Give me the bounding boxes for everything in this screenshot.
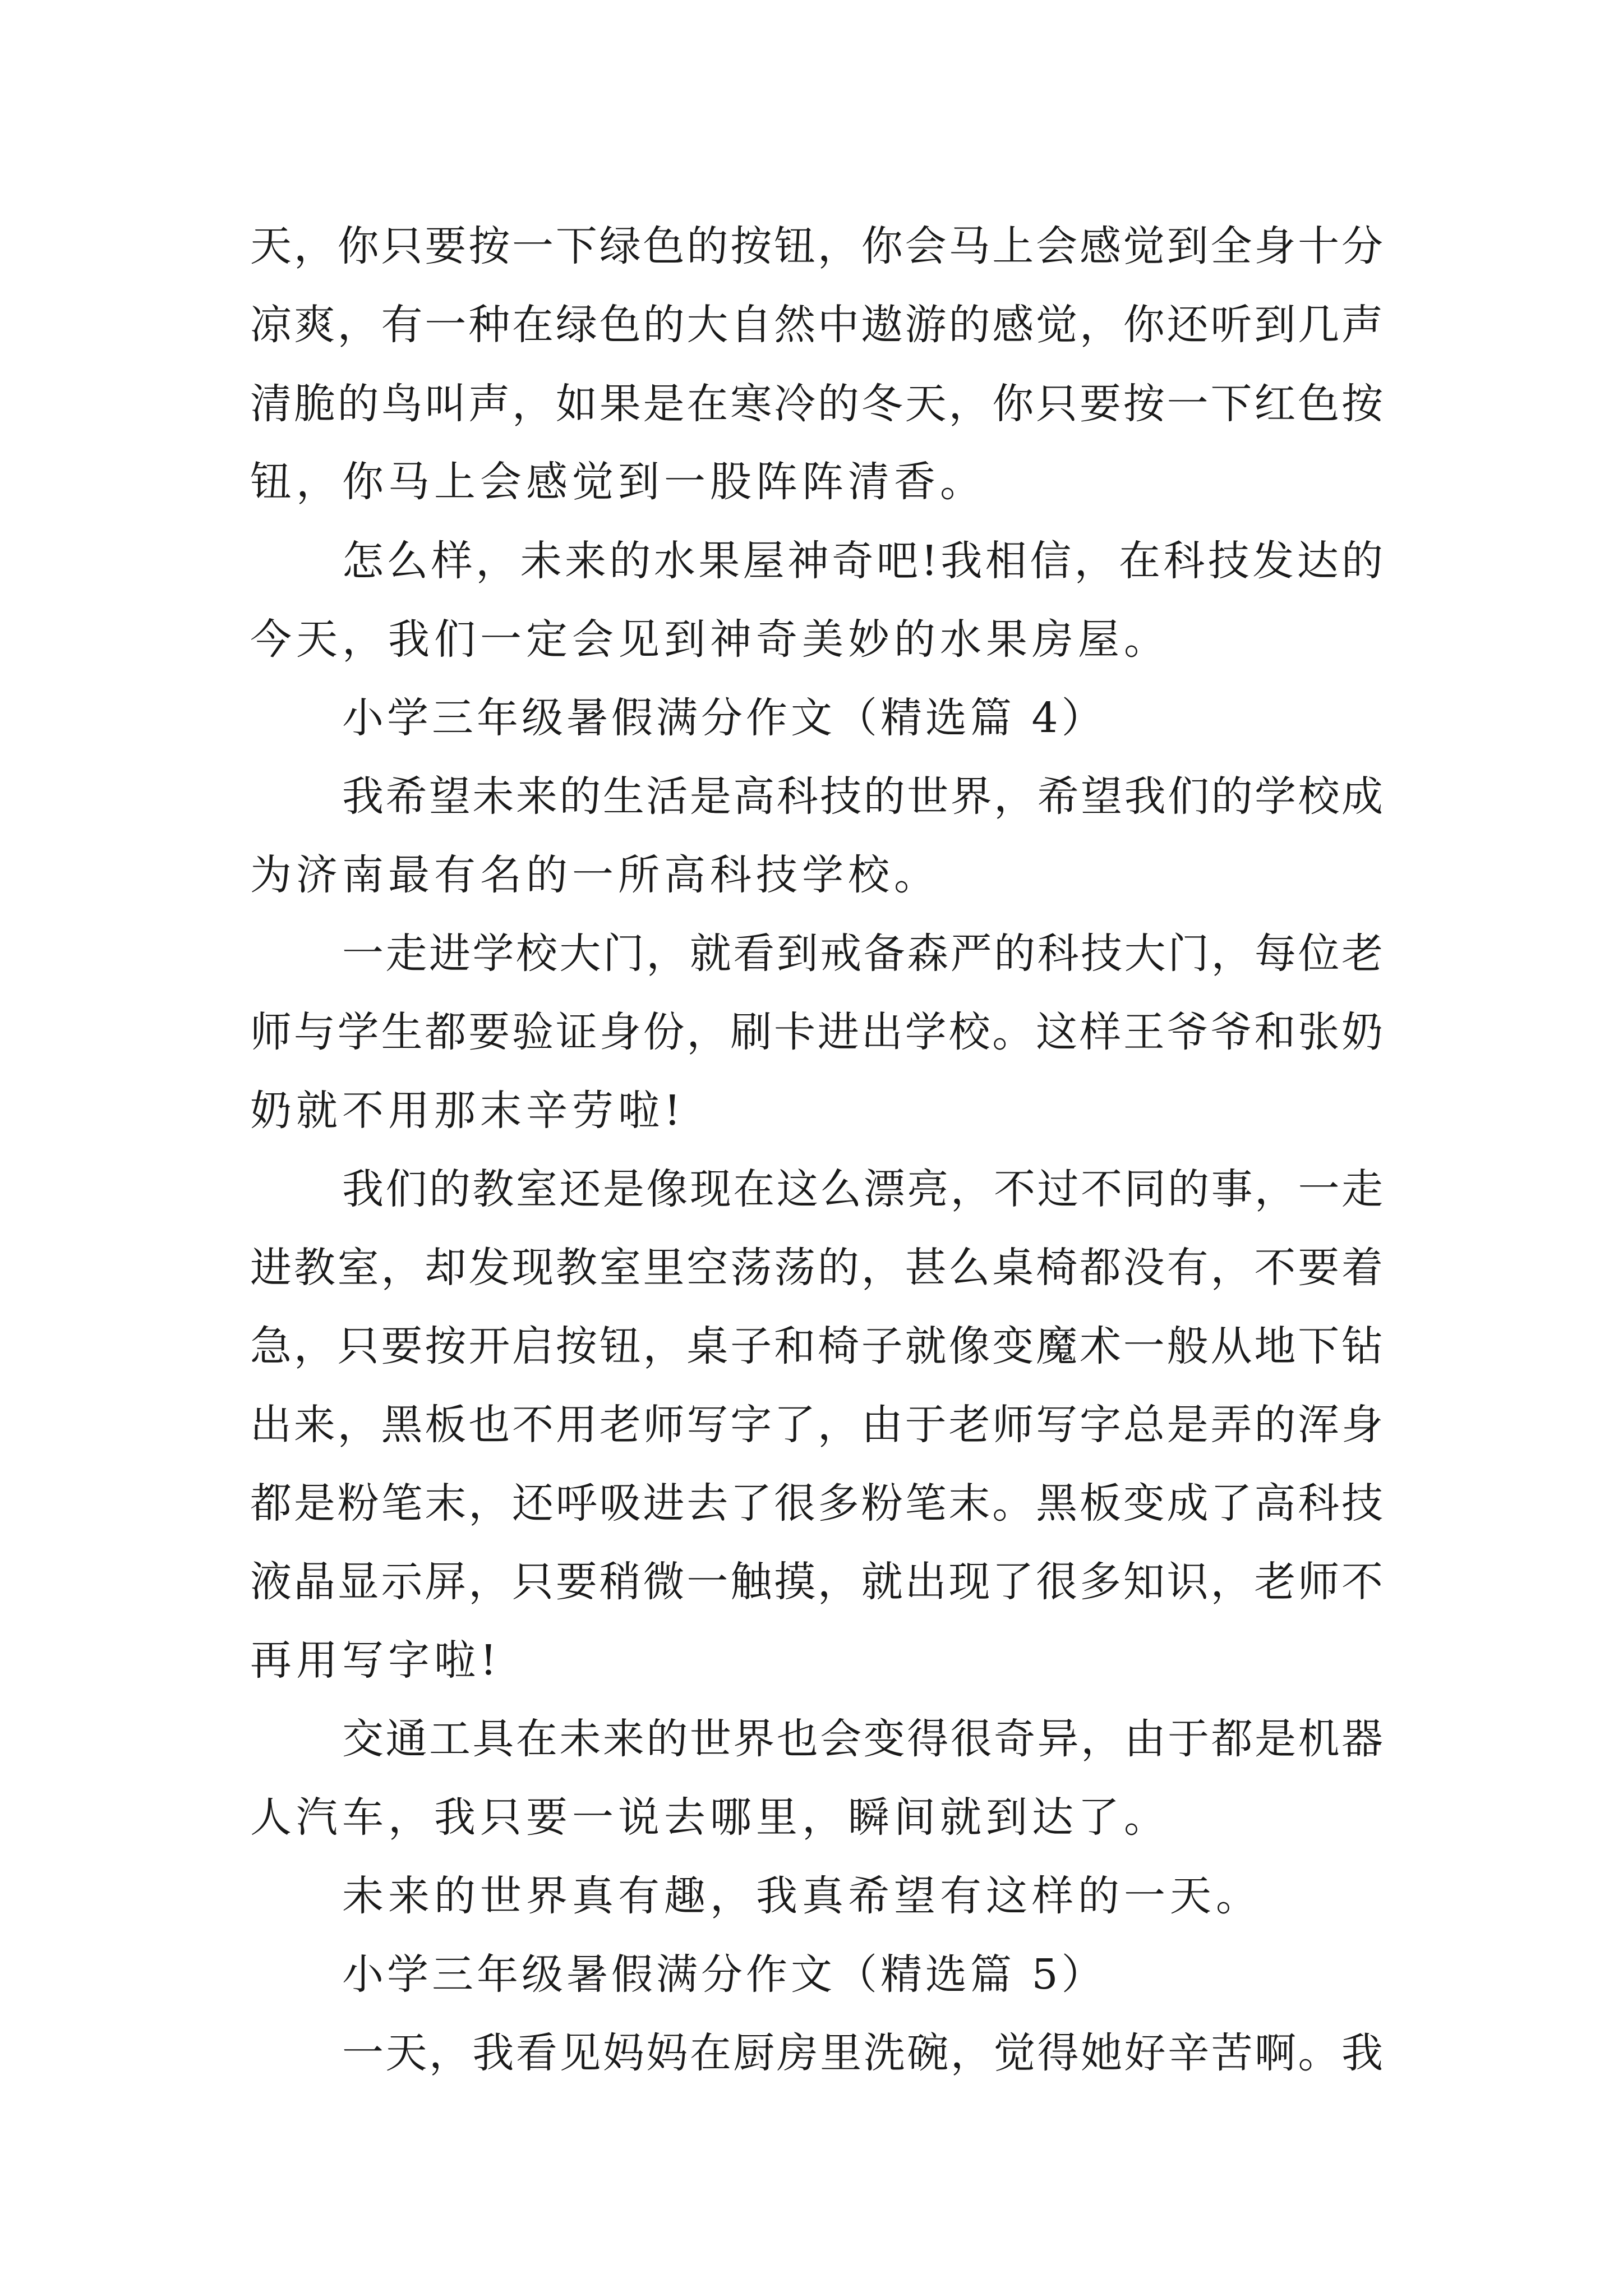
text-line: 进教室，却发现教室里空荡荡的，甚么桌椅都没有，不要着	[250, 1244, 1383, 1292]
text-line: 出来，黑板也不用老师写字了，由于老师写字总是弄的浑身	[250, 1401, 1383, 1449]
paragraph-first-line: 我们的教室还是像现在这么漂亮，不过不同的事，一走	[342, 1165, 1383, 1213]
text-line: 钮，你马上会感觉到一股阵阵清香。	[250, 458, 986, 506]
text-line: 再用写字啦!	[250, 1636, 501, 1685]
paragraph-first-line: 一天，我看见妈妈在厨房里洗碗，觉得她好辛苦啊。我	[342, 2029, 1383, 2077]
text-line: 奶就不用那末辛劳啦!	[250, 1087, 685, 1135]
paragraph-first-line: 一走进学校大门，就看到戒备森严的科技大门，每位老	[342, 930, 1383, 978]
paragraph-first-line: 未来的世界真有趣，我真希望有这样的一天。	[342, 1872, 1262, 1920]
section-heading: 小学三年级暑假满分作文（精选篇 5）	[342, 1950, 1106, 1999]
text-line: 凉爽，有一种在绿色的大自然中遨游的感觉，你还听到几声	[250, 301, 1383, 349]
section-heading: 小学三年级暑假满分作文（精选篇 4）	[342, 694, 1106, 742]
text-line: 都是粉笔末，还呼吸进去了很多粉笔末。黑板变成了高科技	[250, 1479, 1383, 1527]
text-line: 为济南最有名的一所高科技学校。	[250, 851, 940, 899]
paragraph-first-line: 交通工具在未来的世界也会变得很奇异，由于都是机器	[342, 1715, 1383, 1763]
text-line: 人汽车，我只要一说去哪里，瞬间就到达了。	[250, 1793, 1170, 1842]
text-line: 天，你只要按一下绿色的按钮，你会马上会感觉到全身十分	[250, 222, 1383, 270]
text-line: 清脆的鸟叫声，如果是在寒冷的冬天，你只要按一下红色按	[250, 380, 1383, 428]
paragraph-first-line: 我希望未来的生活是高科技的世界，希望我们的学校成	[342, 772, 1383, 821]
text-line: 今天，我们一定会见到神奇美妙的水果房屋。	[250, 615, 1170, 664]
text-line: 师与学生都要验证身份，刷卡进出学校。这样王爷爷和张奶	[250, 1008, 1383, 1056]
text-line: 急，只要按开启按钮，桌子和椅子就像变魔术一般从地下钻	[250, 1322, 1383, 1370]
paragraph-first-line: 怎么样，未来的水果屋神奇吧!我相信，在科技发达的	[342, 537, 1383, 585]
text-line: 液晶显示屏，只要稍微一触摸，就出现了很多知识，老师不	[250, 1558, 1383, 1606]
